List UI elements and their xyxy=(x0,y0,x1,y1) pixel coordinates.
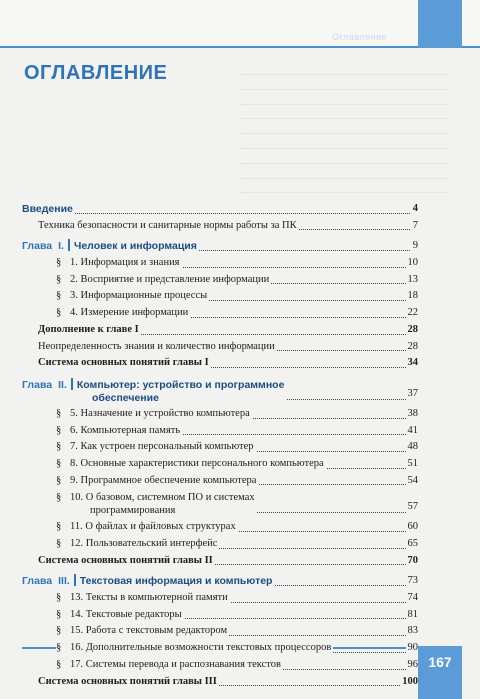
entry-title: 10. О базовом, системном ПО и системах xyxy=(70,492,255,504)
entry-title: 9. Программное обеспечение компьютера xyxy=(70,474,257,486)
section-sign: § xyxy=(56,441,62,453)
toc-section-12[interactable] xyxy=(56,536,418,553)
chapter-label: Глава xyxy=(22,575,53,588)
entry-page: 96 xyxy=(406,657,419,674)
entry-title: Введение xyxy=(22,201,75,218)
chapter-number: III. xyxy=(58,575,70,588)
toc-entry-concepts-2[interactable] xyxy=(38,553,418,570)
toc-section-6[interactable] xyxy=(56,423,418,440)
page-header xyxy=(0,0,480,48)
entry-title: 5. Назначение и устройство компьютера xyxy=(70,407,250,419)
toc-section-11[interactable] xyxy=(56,519,418,536)
chapter-title-continued: обеспечение xyxy=(92,391,159,404)
entry-title: Неопределенность знания и количество информации xyxy=(38,339,277,356)
chapter-label: Глава xyxy=(22,378,53,391)
toc-entry-safety[interactable] xyxy=(38,218,418,235)
entry-title: 4. Измерение информации xyxy=(70,307,189,319)
chapter-title: Компьютер: устройство и программное xyxy=(76,378,285,391)
toc-chapter-2[interactable] xyxy=(22,376,418,406)
entry-title: 1. Информация и знания xyxy=(70,257,180,269)
entry-page: 100 xyxy=(400,674,418,691)
section-sign: § xyxy=(56,658,62,670)
entry-title: 16. Дополнительные возможности текстовых процессоров xyxy=(70,642,332,654)
entry-title: Техника безопасности и санитарные нормы работы за ПК xyxy=(38,218,299,235)
toc-section-5[interactable] xyxy=(56,406,418,423)
entry-page: 48 xyxy=(406,439,419,456)
toc-section-1[interactable] xyxy=(56,255,418,272)
toc-entry-uncertainty[interactable] xyxy=(38,339,418,356)
entry-title: 3. Информационные процессы xyxy=(70,290,208,302)
entry-page: 57 xyxy=(406,499,419,516)
entry-page: 74 xyxy=(406,590,419,607)
toc-section-3[interactable] xyxy=(56,288,418,305)
entry-page: 10 xyxy=(406,255,419,272)
chapter-label: Глава xyxy=(22,240,53,253)
entry-title: Система основных понятий главы I xyxy=(38,355,211,372)
entry-page: 41 xyxy=(406,423,419,440)
entry-page: 9 xyxy=(411,238,418,255)
entry-title: 17. Системы перевода и распознавания текстов xyxy=(70,658,281,670)
toc-section-14[interactable] xyxy=(56,607,418,624)
entry-title: 8. Основные характеристики персонального компьютера xyxy=(70,457,324,469)
section-sign: § xyxy=(56,538,62,549)
chapter-number: II. xyxy=(58,378,67,391)
entry-title: 13. Тексты в компьютерной памяти xyxy=(70,592,228,604)
entry-title: Система основных понятий главы III xyxy=(38,674,219,691)
toc-chapter-1[interactable] xyxy=(22,238,418,255)
entry-title: 12. Пользовательский интерфейс xyxy=(70,538,218,549)
toc-section-15[interactable] xyxy=(56,623,418,640)
bleed-through xyxy=(240,65,450,205)
section-sign: § xyxy=(56,625,62,637)
entry-title: 11. О файлах и файловых структурах xyxy=(70,521,236,533)
running-head: Оглавление xyxy=(332,32,388,42)
entry-page: 54 xyxy=(406,473,419,490)
section-sign: § xyxy=(56,307,62,319)
section-sign: § xyxy=(56,592,62,604)
toc-chapter-3[interactable] xyxy=(22,573,418,590)
toc-section-17[interactable] xyxy=(56,657,418,674)
toc-entry-introduction[interactable] xyxy=(22,201,418,218)
entry-title: Дополнение к главе I xyxy=(38,322,141,339)
section-sign: § xyxy=(56,608,62,620)
entry-page: 90 xyxy=(406,640,419,657)
entry-page: 7 xyxy=(411,218,418,235)
section-sign: § xyxy=(56,273,62,285)
entry-title-continued: программирования xyxy=(90,505,176,517)
toc-section-8[interactable] xyxy=(56,456,418,473)
section-sign: § xyxy=(56,492,62,504)
section-sign: § xyxy=(56,521,62,533)
entry-page: 18 xyxy=(406,288,419,305)
chapter-marker xyxy=(74,574,76,586)
section-sign: § xyxy=(56,474,62,486)
toc-entry-appendix-1[interactable] xyxy=(38,322,418,339)
chapter-number: I. xyxy=(58,240,64,253)
entry-title: 6. Компьютерная память xyxy=(70,424,181,436)
page-number: 167 xyxy=(418,646,462,699)
entry-page: 28 xyxy=(406,339,419,356)
entry-page: 83 xyxy=(406,623,419,640)
entry-title: Система основных понятий главы II xyxy=(38,553,215,570)
toc-section-2[interactable] xyxy=(56,272,418,289)
chapter-title: Человек и информация xyxy=(73,240,197,253)
entry-page: 13 xyxy=(406,272,419,289)
header-rule xyxy=(0,46,480,48)
entry-title: 14. Текстовые редакторы xyxy=(70,608,182,620)
entry-page: 37 xyxy=(406,386,419,403)
table-of-contents xyxy=(22,201,418,690)
section-sign: § xyxy=(56,290,62,302)
entry-page: 60 xyxy=(406,519,419,536)
page-title: ОГЛАВЛЕНИЕ xyxy=(24,62,168,84)
chapter-marker xyxy=(68,239,70,251)
entry-page: 4 xyxy=(411,201,418,218)
entry-page: 51 xyxy=(406,456,419,473)
chapter-title: Текстовая информация и компьютер xyxy=(79,575,273,588)
entry-title: 2. Восприятие и представление информации xyxy=(70,273,270,285)
toc-section-10[interactable] xyxy=(56,489,418,519)
section-sign: § xyxy=(56,457,62,469)
toc-entry-concepts-3[interactable] xyxy=(38,674,418,691)
section-sign: § xyxy=(56,424,62,436)
section-sign: § xyxy=(56,257,62,269)
entry-page: 34 xyxy=(406,355,419,372)
entry-page: 38 xyxy=(406,406,419,423)
toc-section-7[interactable] xyxy=(56,439,418,456)
chapter-marker xyxy=(71,378,73,390)
toc-section-9[interactable] xyxy=(56,473,418,490)
entry-page: 81 xyxy=(406,607,419,624)
entry-page: 70 xyxy=(406,553,419,570)
entry-title: 7. Как устроен персональный компьютер xyxy=(70,441,254,453)
section-sign: § xyxy=(56,407,62,419)
section-sign: § xyxy=(56,642,62,654)
toc-section-4[interactable] xyxy=(56,305,418,322)
entry-page: 73 xyxy=(406,573,419,590)
toc-entry-concepts-1[interactable] xyxy=(38,355,418,372)
entry-title: 15. Работа с текстовым редактором xyxy=(70,625,228,637)
entry-page: 65 xyxy=(406,536,419,553)
toc-section-13[interactable] xyxy=(56,590,418,607)
entry-page: 28 xyxy=(406,322,419,339)
header-tab xyxy=(418,0,462,48)
entry-page: 22 xyxy=(406,305,419,322)
